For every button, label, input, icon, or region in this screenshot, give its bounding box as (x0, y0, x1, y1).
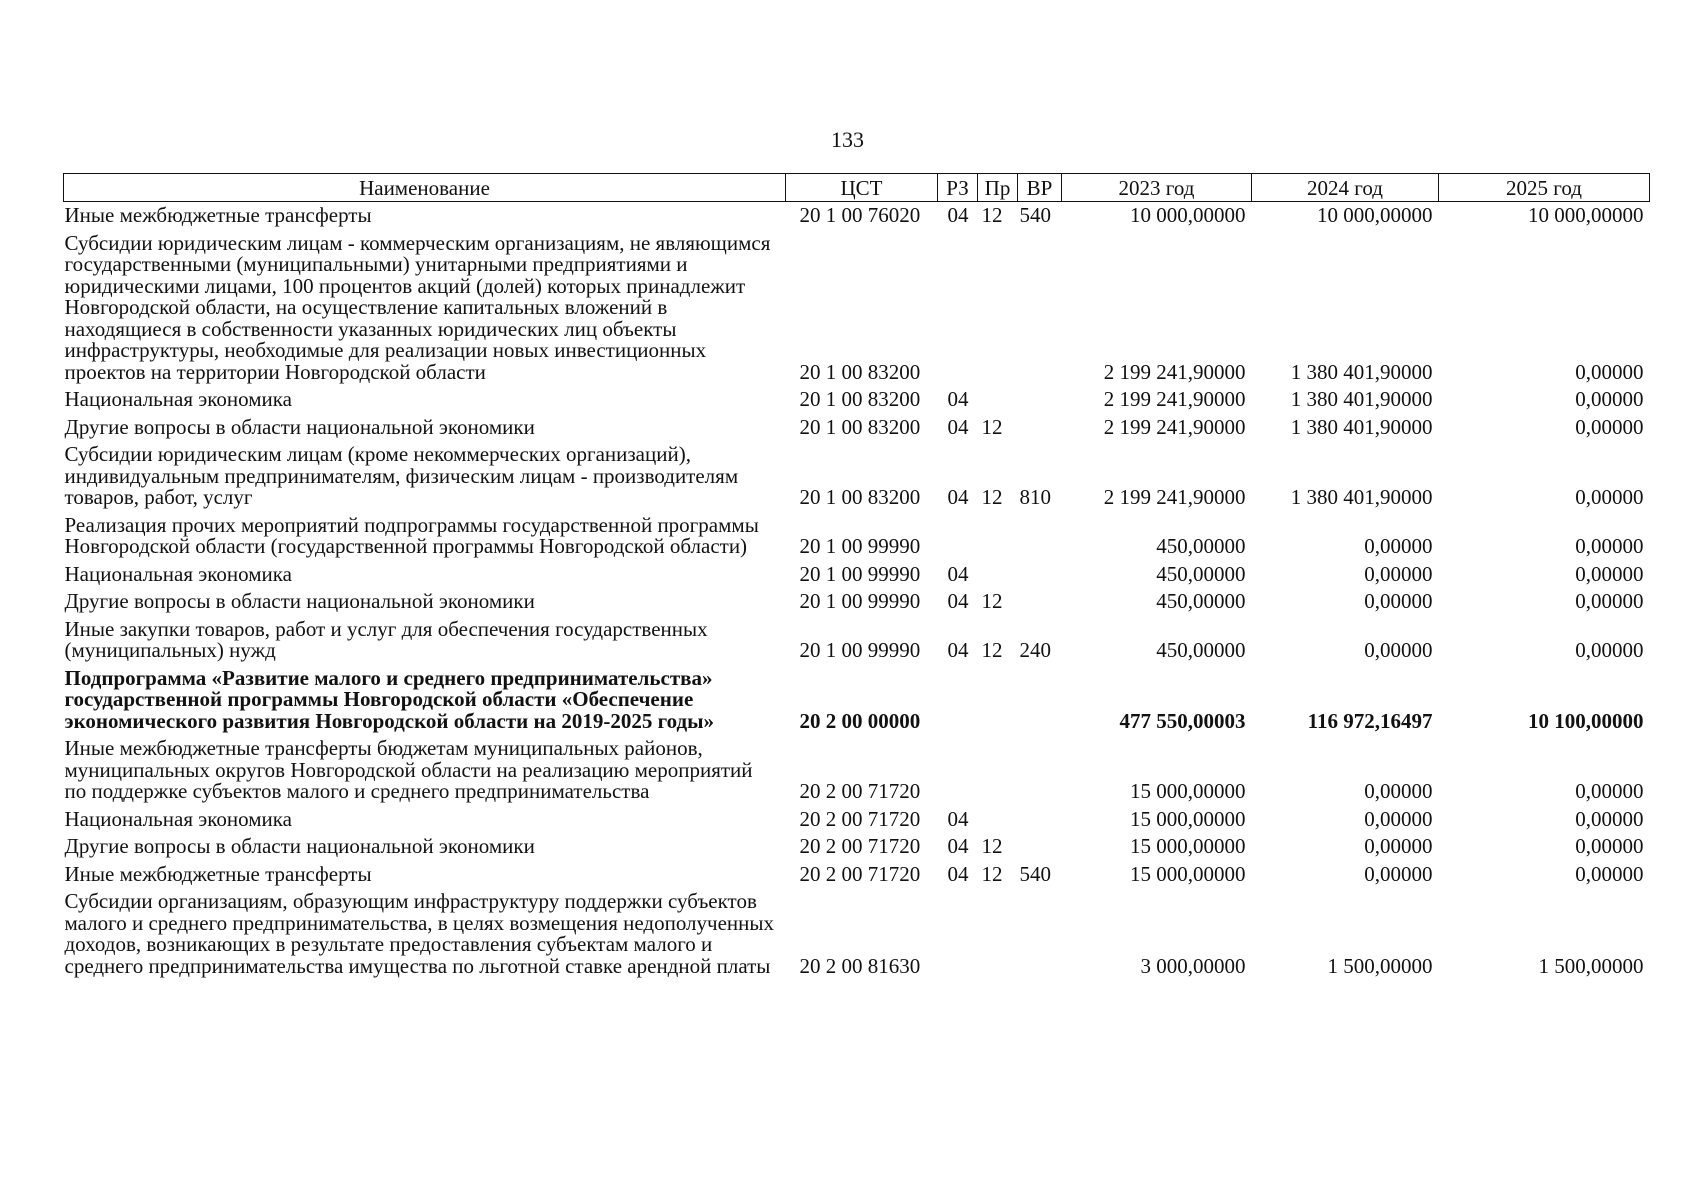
cell-2025: 10 100,00000 (1528, 708, 1644, 733)
cell-2023: 450,00000 (1156, 534, 1246, 558)
cell-vr: 540 (1019, 203, 1051, 227)
cell-pr: 12 (981, 861, 1003, 886)
cell-vr (1018, 735, 1062, 806)
cell-rz (938, 665, 978, 736)
cell-2025: 0,00000 (1575, 834, 1644, 858)
cell-rz: 04 (947, 861, 969, 886)
cell-pr (978, 735, 1018, 806)
cell-cst: 20 1 00 83200 (799, 387, 921, 411)
cell-cst: 20 2 00 71720 (799, 834, 921, 858)
cell-2023: 15 000,00000 (1130, 861, 1246, 886)
cell-2025: 1 500,00000 (1538, 953, 1644, 978)
cell-2024: 1 380 401,90000 (1290, 414, 1433, 439)
cell-2023: 2 199 241,90000 (1103, 359, 1246, 384)
cell-vr (1018, 414, 1062, 442)
table-row (64, 230, 1650, 387)
cell-vr: 240 (1019, 638, 1051, 662)
cell-vr (1018, 665, 1062, 736)
cell-name: Другие вопросы в области национальной экономики (64, 589, 535, 613)
cell-2024: 1 380 401,90000 (1290, 485, 1433, 509)
cell-2024: 1 380 401,90000 (1290, 359, 1433, 384)
cell-name: Иные межбюджетные трансферты бюджетам муниципальных районов, муниципальных округов Новгородской области на реализацию мероприятий по поддержке субъектов малого и среднего предпринимательства (64, 736, 753, 803)
table-row (64, 861, 1650, 889)
cell-2023: 15 000,00000 (1130, 806, 1246, 831)
cell-2024: 1 500,00000 (1327, 953, 1433, 978)
cell-2023: 2 199 241,90000 (1103, 414, 1246, 439)
cell-2023: 2 199 241,90000 (1103, 387, 1246, 411)
cell-2025: 0,00000 (1575, 485, 1644, 509)
cell-vr (1018, 230, 1062, 387)
cell-vr: 540 (1019, 861, 1051, 886)
table-row (64, 588, 1650, 616)
cell-rz: 04 (947, 638, 969, 662)
cell-pr (978, 561, 1018, 589)
cell-pr (978, 806, 1018, 834)
cell-rz (938, 735, 978, 806)
table-row (64, 806, 1650, 834)
cell-2024: 0,00000 (1364, 589, 1433, 613)
cell-name: Подпрограмма «Развитие малого и среднего предпринимательства» государственной программы Новгородской области «Обеспечение экономического развития Новгородской области на 2019-2025 годы» (64, 665, 715, 733)
cell-vr (1018, 386, 1062, 414)
cell-pr: 12 (981, 203, 1003, 227)
cell-2024: 0,00000 (1364, 779, 1433, 803)
cell-rz: 04 (947, 203, 969, 227)
cell-pr: 12 (981, 834, 1003, 858)
cell-rz (938, 512, 978, 561)
cell-cst: 20 1 00 99990 (799, 638, 921, 662)
table-row (64, 665, 1650, 736)
cell-pr (978, 665, 1018, 736)
cell-rz: 04 (947, 414, 969, 439)
cell-name: Субсидии организациям, образующим инфраструктуру поддержки субъектов малого и среднего предпринимательства, в целях возмещения недополученных доходов, возникающих в результате предоставления субъектам малого и среднего предпринимательства имущества по льготной ставке арендной платы (64, 889, 775, 978)
cell-rz (938, 888, 978, 980)
cell-2023: 10 000,00000 (1130, 203, 1246, 227)
cell-cst: 20 1 00 99990 (799, 534, 921, 558)
cell-2023: 450,00000 (1156, 589, 1246, 613)
cell-rz: 04 (947, 589, 969, 613)
table-row (64, 202, 1650, 230)
cell-2023: 477 550,00003 (1119, 708, 1246, 733)
cell-2025: 0,00000 (1575, 387, 1644, 411)
cell-2025: 10 000,00000 (1528, 203, 1644, 227)
cell-2024: 0,00000 (1364, 834, 1433, 858)
cell-name: Национальная экономика (64, 806, 292, 831)
cell-2025: 0,00000 (1575, 806, 1644, 831)
cell-2024: 0,00000 (1364, 638, 1433, 662)
cell-2023: 15 000,00000 (1130, 834, 1246, 858)
cell-name: Национальная экономика (64, 561, 292, 586)
cell-vr (1018, 806, 1062, 834)
cell-pr: 12 (981, 414, 1003, 439)
cell-name: Национальная экономика (64, 387, 292, 411)
column-header-cst: ЦСТ (786, 174, 938, 202)
cell-rz: 04 (947, 834, 969, 858)
cell-cst: 20 2 00 71720 (799, 861, 921, 886)
cell-name: Субсидии юридическим лицам (кроме некоммерческих организаций), индивидуальным предпринимателям, физическим лицам - производителям товаров, работ, услуг (64, 442, 739, 509)
cell-2025: 0,00000 (1575, 779, 1644, 803)
column-header-2023: 2023 год (1062, 174, 1252, 202)
table-row (64, 888, 1650, 980)
cell-vr (1018, 888, 1062, 980)
cell-rz: 04 (947, 561, 969, 586)
cell-2024: 0,00000 (1364, 861, 1433, 886)
cell-cst: 20 1 00 99990 (799, 561, 921, 586)
cell-cst: 20 2 00 71720 (799, 779, 921, 803)
cell-cst: 20 2 00 00000 (799, 708, 921, 733)
cell-vr (1018, 512, 1062, 561)
cell-2024: 0,00000 (1364, 806, 1433, 831)
table-body (64, 202, 1650, 981)
cell-name: Реализация прочих мероприятий подпрограммы государственной программы Новгородской области (государственной программы Новгородской области) (64, 512, 759, 558)
cell-cst: 20 1 00 83200 (799, 485, 921, 509)
cell-2024: 0,00000 (1364, 534, 1433, 558)
cell-2023: 450,00000 (1156, 638, 1246, 662)
table-row (64, 561, 1650, 589)
column-header-2025: 2025 год (1439, 174, 1650, 202)
cell-2024: 1 380 401,90000 (1290, 387, 1433, 411)
cell-pr (978, 230, 1018, 387)
cell-vr (1018, 561, 1062, 589)
cell-2023: 2 199 241,90000 (1103, 485, 1246, 509)
table-header-row (64, 174, 1650, 202)
cell-cst: 20 1 00 83200 (799, 414, 921, 439)
cell-vr: 810 (1019, 485, 1051, 509)
table-row (64, 833, 1650, 861)
cell-pr: 12 (981, 589, 1003, 613)
table-row (64, 441, 1650, 512)
cell-2025: 0,00000 (1575, 861, 1644, 886)
cell-vr (1018, 833, 1062, 861)
table-row (64, 414, 1650, 442)
cell-rz (938, 230, 978, 387)
column-header-rz: РЗ (938, 174, 978, 202)
cell-pr (978, 386, 1018, 414)
cell-2024: 0,00000 (1364, 561, 1433, 586)
cell-name: Субсидии юридическим лицам - коммерческим организациям, не являющимся государственными (муниципальными) унитарными предприятиями и юридическими лицами, 100 процентов акций (долей) которых принадлежит Новгородской области, на осуществление капитальных вложений в находящиеся в собственности указанных юридических лиц объекты инфраструктуры, необходимые для реализации новых инвестиционных проектов на территории Новгородской области (64, 230, 771, 384)
cell-cst: 20 1 00 76020 (799, 203, 921, 227)
table-row (64, 386, 1650, 414)
cell-2023: 3 000,00000 (1140, 953, 1246, 978)
cell-rz: 04 (947, 485, 969, 509)
cell-name: Другие вопросы в области национальной экономики (64, 414, 535, 439)
cell-name: Иные закупки товаров, работ и услуг для обеспечения государственных (муниципальных) нужд (64, 616, 708, 662)
column-header-vr: ВР (1018, 174, 1062, 202)
column-header-pr: Пр (978, 174, 1018, 202)
cell-2024: 10 000,00000 (1317, 203, 1433, 227)
page-number: 133 (831, 127, 864, 152)
cell-cst: 20 2 00 71720 (799, 806, 921, 831)
cell-2025: 0,00000 (1575, 414, 1644, 439)
cell-pr: 12 (981, 485, 1003, 509)
cell-rz: 04 (947, 387, 969, 411)
cell-2024: 116 972,16497 (1307, 708, 1433, 733)
column-header-name: Наименование (64, 174, 786, 202)
cell-pr (978, 512, 1018, 561)
cell-2025: 0,00000 (1575, 561, 1644, 586)
cell-2023: 15 000,00000 (1130, 779, 1246, 803)
cell-rz: 04 (947, 806, 969, 831)
cell-pr: 12 (981, 638, 1003, 662)
cell-2025: 0,00000 (1575, 638, 1644, 662)
table-row (64, 512, 1650, 561)
cell-cst: 20 1 00 83200 (799, 359, 921, 384)
cell-2025: 0,00000 (1575, 534, 1644, 558)
cell-2023: 450,00000 (1156, 561, 1246, 586)
cell-pr (978, 888, 1018, 980)
cell-name: Иные межбюджетные трансферты (64, 203, 372, 227)
table-row (64, 616, 1650, 665)
cell-name: Иные межбюджетные трансферты (64, 861, 372, 886)
cell-cst: 20 1 00 99990 (799, 589, 921, 613)
table-row (64, 735, 1650, 806)
budget-table (63, 173, 1650, 980)
cell-vr (1018, 588, 1062, 616)
column-header-2024: 2024 год (1252, 174, 1439, 202)
cell-2025: 0,00000 (1575, 359, 1644, 384)
cell-2025: 0,00000 (1575, 589, 1644, 613)
cell-cst: 20 2 00 81630 (799, 953, 921, 978)
cell-name: Другие вопросы в области национальной экономики (64, 834, 535, 858)
